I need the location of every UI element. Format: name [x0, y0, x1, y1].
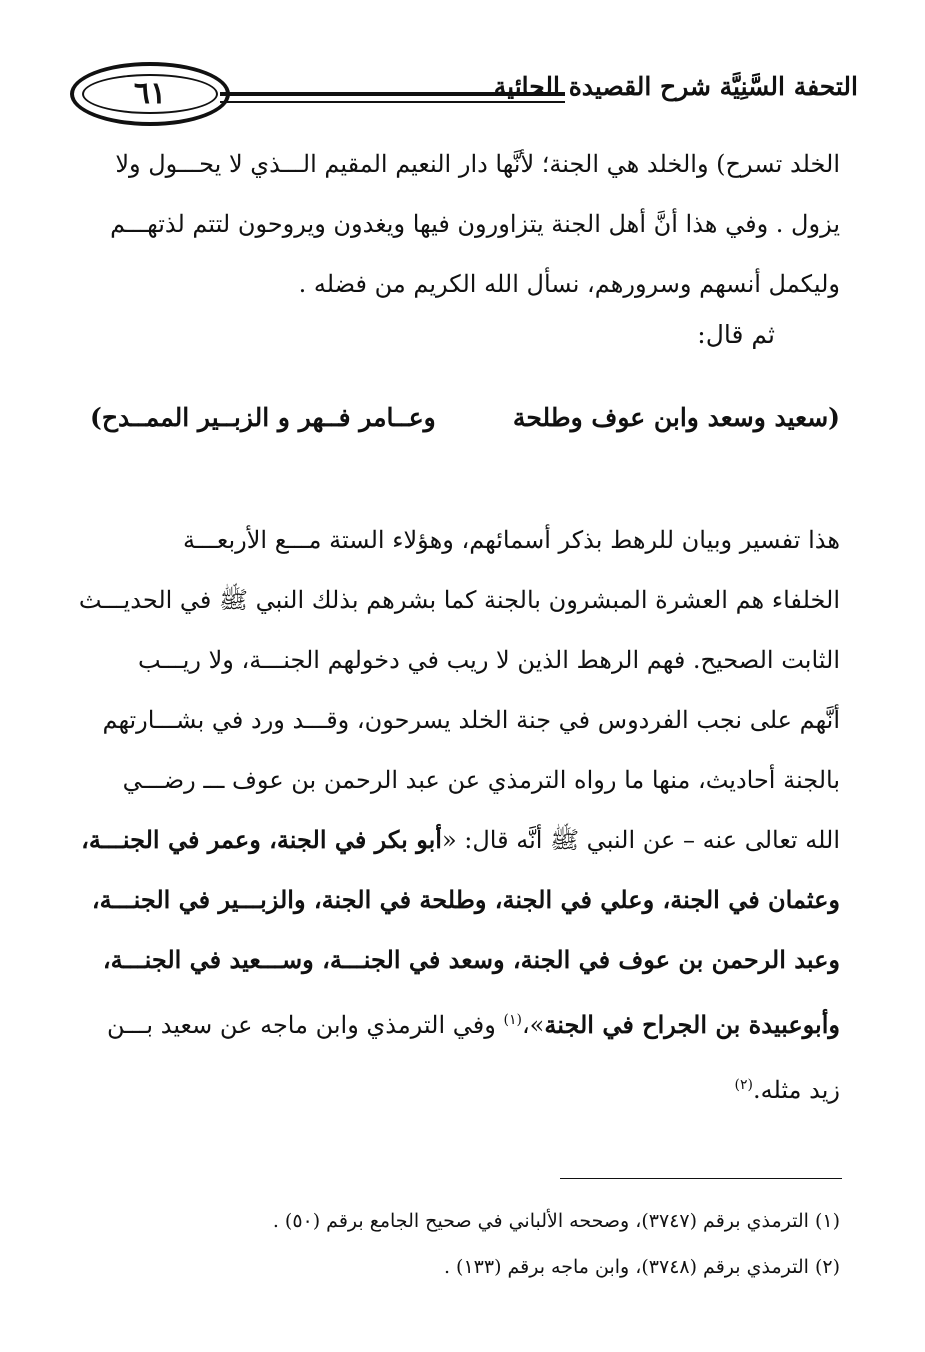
hadith-quote-line: وعبد الرحمن بن عوف في الجنة، وسعد في الجنـــة، وســـعيد في الجنـــة،	[102, 945, 840, 974]
text-line: الخلفاء هم العشرة المبشرون بالجنة كما بشرهم بذلك النبي ﷺ في الحديـــث	[78, 586, 840, 614]
text-line: وليكمل أنسهم وسرورهم، نسأل الله الكريم من فضله .	[298, 270, 840, 298]
text-line: يزول . وفي هذا أنَّ أهل الجنة يتزاورون فيها ويغدون ويروحون لتتم لذتهـــم	[110, 210, 840, 238]
text-line	[80, 990, 840, 1055]
footnote-2: (٢) الترمذي برقم (٣٧٤٨)، وابن ماجه برقم (١٣٣) .	[443, 1256, 840, 1278]
footnote-separator	[560, 1178, 842, 1179]
hadith-quote-line: وعثمان في الجنة، وعلي في الجنة، وطلحة في الجنة، والزبـــير في الجنـــة،	[91, 885, 840, 914]
text-line: بالجنة أحاديث، منها ما رواه الترمذي عن عبد الرحمن بن عوف ـــ رضـــي	[122, 766, 840, 794]
text-line: الثابت الصحيح. فهم الرهط الذين لا ريب في دخولهم الجنـــة، ولا ريـــب	[138, 646, 840, 674]
verse-intro: ثم قال:	[697, 320, 775, 349]
hadith-quote: أبو بكر في الجنة، وعمر في الجنـــة،	[81, 825, 442, 854]
footnotes	[80, 1198, 840, 1290]
hadith-intro: الله تعالى عنه – عن النبي ﷺ أنَّه قال: «	[441, 826, 840, 854]
verse-first-hemistich: (سعيد وسعد وابن عوف وطلحة	[512, 403, 840, 432]
text-line: هذا تفسير وبيان للرهط بذكر أسمائهم، وهؤلاء الستة مـــع الأربعـــة	[182, 526, 840, 554]
footnote-ref-2[interactable]: (٢)	[734, 1077, 753, 1093]
text-line: أنَّهم على نجب الفردوس في جنة الخلد يسرحون، وقـــد ورد في بشـــارتهم	[102, 706, 840, 734]
text-line: الخلد تسرح) والخلد هي الجنة؛ لأنَّها دار النعيم المقيم الـــذي لا يحـــول ولا	[115, 150, 840, 178]
footnote-ref-1[interactable]: (١)	[503, 1012, 522, 1028]
paragraph-1	[80, 134, 840, 314]
text-line-end: زيد مثله.	[752, 1076, 840, 1104]
quote-close: »،	[521, 1011, 545, 1039]
book-title: التحفة السَّنِيَّة شرح القصيدة الحائية	[493, 72, 858, 101]
paragraph-2	[80, 510, 840, 1120]
verse-second-hemistich: وعــامر فــهر و الزبــير الممــدح)	[90, 403, 436, 432]
text-line	[80, 810, 840, 870]
text-line	[80, 1055, 840, 1120]
hadith-quote-end: وأبوعبيدة بن الجراح في الجنة	[544, 1010, 840, 1039]
header-rule-thin	[220, 101, 565, 103]
page-header	[70, 62, 860, 132]
footnote-1: (١) الترمذي برقم (٣٧٤٧)، وصححه الألباني في صحيح الجامع برقم (٥٠) .	[272, 1210, 840, 1232]
text-line-tail: وفي الترمذي وابن ماجه عن سعيد بـــن	[107, 1011, 504, 1039]
page-number: ٦١	[133, 76, 167, 111]
poem-verse	[80, 395, 840, 445]
